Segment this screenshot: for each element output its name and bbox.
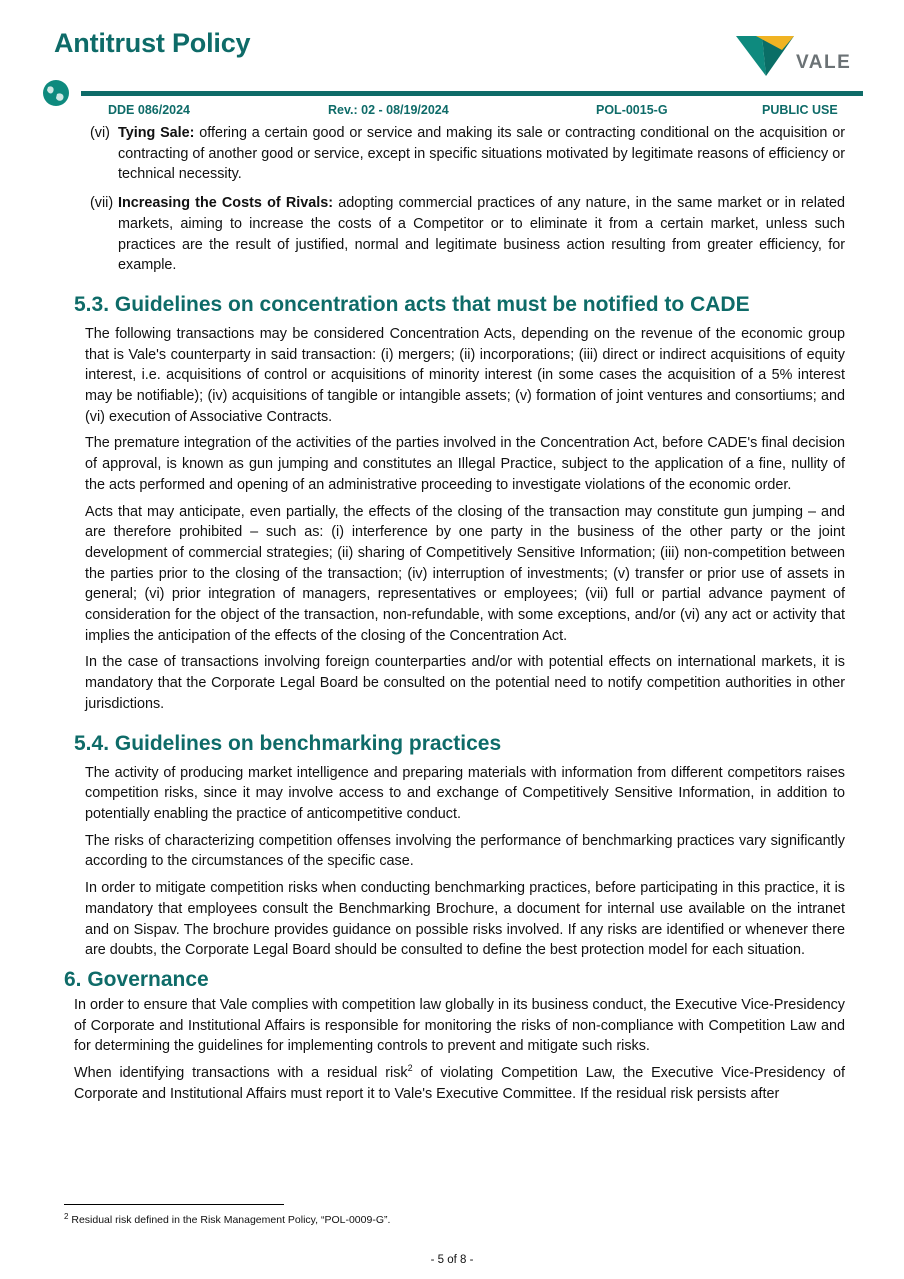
list-item-number: (vii) [90,195,114,212]
paragraph: In order to ensure that Vale complies with competition law globally in its business conduct, the Executive Vice-Presidency of Corporate and Institutional Affairs is responsible for monitoring the risks of non-compliance with Competition Law and for determining the guidelines for implementing controls to prevent and mitigate such risks. [74,996,845,1055]
paragraph-text: When identifying transactions with a residual risk [74,1065,408,1082]
document-number: DDE 086/2024 [108,103,191,117]
revision-info: Rev.: 02 - 08/19/2024 [328,103,449,117]
list-item [90,193,845,276]
footnote-reference: 2 [407,1063,413,1074]
page-content [0,123,904,1110]
globe-icon [42,79,70,107]
paragraph: The premature integration of the activities of the parties involved in the Concentration Act, before CADE's final decision of approval, is known as gun jumping and constitutes an Illegal Practice, subject to the application of a fine, nullity of the acts performed and opening of an administrative proceeding to investigate violations of the economic order. [85,435,845,493]
list-item-text: offering a certain good or service and making its sale or contracting conditional on the acquisition or contracting of another good or service, except in specific situations motivated by legitimate reasons of efficiency or technical necessity. [118,125,845,183]
classification-label: PUBLIC USE [762,103,838,117]
footnote-number: 2 [64,1212,69,1221]
document-title: Antitrust Policy [54,28,251,58]
paragraph: In the case of transactions involving foreign counterparties and/or with potential effects on international markets, it is mandatory that the Corporate Legal Board be consulted on the potential need to notify competition authorities in other jurisdictions. [85,654,845,712]
section-heading-5-4: 5.4. Guidelines on benchmarking practices [74,731,502,755]
list-item [90,123,845,185]
list-item-text: adopting commercial practices of any nature, in the same market or in related markets, aiming to increase the costs of a Competitor or to eliminate it from a certain market, unless such practices are the result of justified, normal and legitimate business action resulting from greater efficiency, for example. [118,195,845,274]
list-item-label: Tying Sale: [118,125,195,141]
paragraph: The risks of characterizing competition offenses involving the performance of benchmarking practices vary significantly according to the circumstances of the specific case. [85,832,845,870]
paragraph: The activity of producing market intelligence and preparing materials with information from different competitors raises competition risks, since it may involve access to and exchange of Competitively Sensitive Information, in addition to potentially enabling the practice of anticompetitive conduct. [85,764,845,822]
paragraph [74,1063,845,1104]
page-number: - 5 of 8 - [430,1254,474,1266]
section-heading-5-3: 5.3. Guidelines on concentration acts that must be notified to CADE [74,292,750,316]
paragraph: In order to mitigate competition risks when conducting benchmarking practices, before participating in this practice, it is mandatory that employees consult the Benchmarking Brochure, a document for internal use available on the intranet and on Sispav. The brochure provides guidance on possible risks involved. If any risks are identified or whenever there are doubts, the Corporate Legal Board should be consulted to define the best protection model for each situation. [85,880,845,959]
paragraph: The following transactions may be considered Concentration Acts, depending on the revenue of the economic group that is Vale's counterparty in said transaction: (i) mergers; (ii) incorporations; (iii) direct or indirect acquisitions of equity interest, i.e. acquisitions of control or acquisitions of minority interest (in some cases the acquisition of a 5% interest may be notifiable); (iv) acquisitions of tangible or intangible assets; (v) formation of joint ventures and consortiums; and (vi) execution of Associative Contracts. [85,325,845,425]
footnote [64,1214,390,1226]
paragraph-text: of violating Competition Law, the Executive Vice-Presidency of Corporate and Institutional Affairs must report it to Vale's Executive Committee. If the residual risk persists after [74,1065,845,1102]
policy-code: POL-0015-G [596,103,668,117]
footnote-text: Residual risk defined in the Risk Management Policy, “POL-0009-G”. [71,1214,391,1226]
list-item-number: (vi) [90,125,110,141]
footnote-rule [64,1204,284,1205]
header-rule [81,91,863,96]
logo-wordmark: VALE [796,52,852,73]
paragraph: Acts that may anticipate, even partially, the effects of the closing of the transaction may constitute gun jumping – and are therefore prohibited – such as: (i) interference by one party in the business of the other party or the joint development of commercial strategies; (ii) sharing of Competitively Sensitive Information; (iii) non-competition between the parties prior to the closing of the transaction; (iv) interruption of investments; (v) transfer or prior use of assets in general; (vi) prior integration of managers, representatives or employees; (vii) full or partial advance payment of consideration for the object of the transaction, non-refundable, with some exceptions, and/or (vi) any act or activity that implies the anticipation of the effects of the closing of the Concentration Act. [85,503,845,644]
section-heading-6: 6. Governance [64,967,209,991]
list-item-label: Increasing the Costs of Rivals: [118,195,334,212]
